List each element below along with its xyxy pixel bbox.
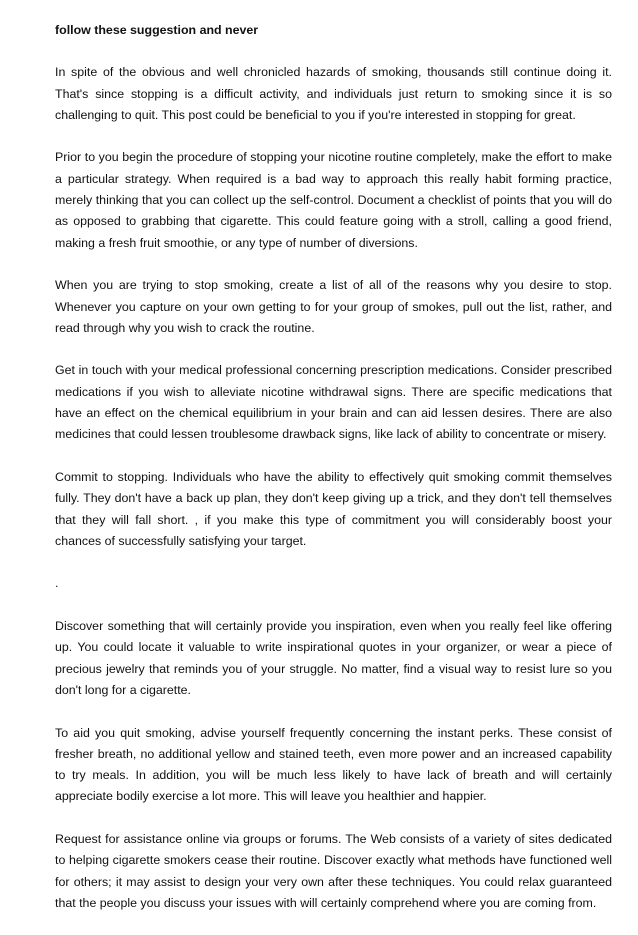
paragraph-8: To aid you quit smoking, advise yourself frequently concerning the instant perks. These consist of fresher breath, no additional yellow and stained teeth, even more power and an increased capability to try meals. In addition, you will be much less likely to have lack of breath and will certainly appreciate bodily exercise a lot more. This will leave you healthier and happier. <box>55 725 612 804</box>
paragraph-7: Discover something that will certainly provide you inspiration, even when you really feel like offering up. You could locate it valuable to write inspirational quotes in your organizer, or wear a piece of precious jewelry that reminds you of your struggle. No matter, find a visual way to resist lure so you don't long for a cigarette. <box>55 619 612 697</box>
paragraph-2: Prior to you begin the procedure of stopping your nicotine routine completely, make the effort to make a particular strategy. When required is a bad way to approach this really habit forming practice, merely thinking that you can collect up the self-control. Document a checklist of points that you will do as opposed to grabbing that cigarette. This could feature going with a stroll, calling a good friend, making a fresh fruit smoothie, or any type of number of diversions. <box>55 150 612 250</box>
document-title: follow these suggestion and never <box>55 23 259 37</box>
paragraph-3: When you are trying to stop smoking, create a list of all of the reasons why you desire to stop. Whenever you capture on your own getting to for your group of smokes, pull out the list, rather, and read through why you wish to crack the routine. <box>55 278 612 335</box>
paragraph-5: Commit to stopping. Individuals who have the ability to effectively quit smoking commit themselves fully. They don't have a back up plan, they don't keep giving up a trick, and they don't tell themselves that they will fall short. , if you make this type of commitment you will considerably boost your chances of successfully satisfying your target. <box>55 469 612 548</box>
document-page <box>55 20 612 935</box>
paragraph-6-separator: . <box>55 576 59 591</box>
paragraph-1: In spite of the obvious and well chronicled hazards of smoking, thousands still continue doing it. That's since stopping is a difficult activity, and individuals just return to smoking since it is so challenging to quit. This post could be beneficial to you if you're interested in stopping for great. <box>55 65 612 122</box>
paragraph-4: Get in touch with your medical professional concerning prescription medications. Consider prescribed medications if you wish to alleviate nicotine withdrawal signs. There are specific medications that have an effect on the chemical equilibrium in your brain and can aid lessen desires. There are also medicines that could lessen troublesome drawback signs, like lack of ability to concentrate or misery. <box>55 363 612 442</box>
paragraph-9: Request for assistance online via groups or forums. The Web consists of a variety of sites dedicated to helping cigarette smokers cease their routine. Discover exactly what methods have functioned well for others; it may assist to design your very own after these techniques. You could relax guaranteed that the people you discuss your issues with will certainly comprehend where you are coming from. <box>55 831 612 910</box>
